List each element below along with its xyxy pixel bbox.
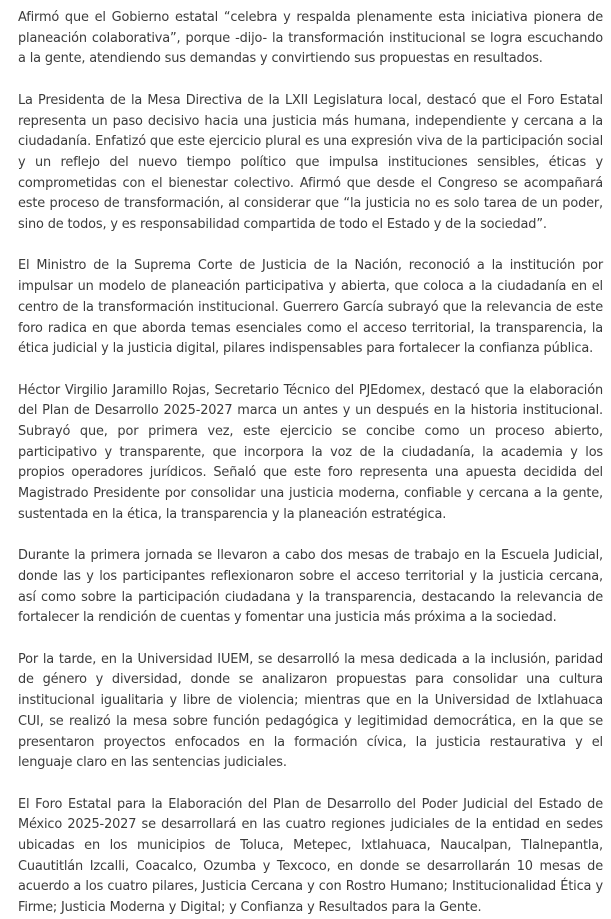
paragraph-legislature-president: La Presidenta de la Mesa Directiva de la LXII Legislatura local, destacó que el Foro Estatal representa un paso decisivo hacia una justicia más humana, independiente y cercana a la ciudadanía. Enfatizó que este ejercicio plural es una expresión viva de la participación social y un reflejo del nuevo tiempo político que impulsa instituciones sensibles, éticas y comprometidas con el bienestar colectivo. Afirmó que desde el Congreso se acompañará este proceso de transformación, al considerar que “la justicia no es solo tarea de un poder, sino de todos, y es responsabilidad compartida de todo el Estado y de la sociedad”. — [18, 92, 603, 233]
article-body — [18, 8, 603, 919]
paragraph-technical-secretary: Héctor Virgilio Jaramillo Rojas, Secretario Técnico del PJEdomex, destacó que la elaboración del Plan de Desarrollo 2025-2027 marca un antes y un después en la historia institucional. Subrayó que, por primera vez, este ejercicio se concibe como un proceso abierto, participativo y transparente, que incorpora la voz de la ciudadanía, la academia y los propios operadores jurídicos. Señaló que este foro representa una apuesta decidida del Magistrado Presidente por consolidar una justicia moderna, confiable y cercana a la gente, sustentada en la ética, la transparencia y la planeación estratégica. — [18, 382, 603, 522]
paragraph-forum-regions: El Foro Estatal para la Elaboración del Plan de Desarrollo del Poder Judicial del Estado de México 2025-2027 se desarrollará en las cuatro regiones judiciales de la entidad en sedes ubicadas en los municipios de Toluca, Metepec, Ixtlahuaca, Naucalpan, Tlalnepantla, Cuautitlán Izcalli, Coacalco, Ozumba y Texcoco, en donde se desarrollarán 10 mesas de acuerdo a los cuatro pilares, Justicia Cercana y con Rostro Humano; Institucionalidad Ética y Firme; Justicia Moderna y Digital; y Confianza y Resultados para la Gente. — [18, 796, 603, 916]
paragraph-government-support: Afirmó que el Gobierno estatal “celebra y respalda plenamente esta iniciativa pionera de planeación colaborativa”, porque -dijo- la transformación institucional se logra escuchando a la gente, atendiendo sus demandas y convirtiendo sus propuestas en resultados. — [18, 10, 603, 67]
paragraph-first-day-sessions: Durante la primera jornada se llevaron a cabo dos mesas de trabajo en la Escuela Judicial, donde las y los participantes reflexionaron sobre el acceso territorial y la justicia cercana, así como sobre la participación ciudadana y la transparencia, destacando la relevancia de fortalecer la rendición de cuentas y fomentar una justicia más próxima a la sociedad. — [18, 548, 603, 626]
paragraph-afternoon-sessions: Por la tarde, en la Universidad IUEM, se desarrolló la mesa dedicada a la inclusión, paridad de género y diversidad, donde se analizaron propuestas para consolidar una cultura institucional igualitaria y libre de violencia; mientras que en la Universidad de Ixtlahuaca CUI, se realizó la mesa sobre función pedagógica y legitimidad democrática, en la que se presentaron proyectos enfocados en la formación cívica, la justicia restaurativa y el lenguaje claro en las sentencias judiciales. — [18, 651, 603, 771]
paragraph-supreme-court-minister: El Ministro de la Suprema Corte de Justicia de la Nación, reconoció a la institución por impulsar un modelo de planeación participativa y abierta, que coloca a la ciudadanía en el centro de la transformación institucional. Guerrero García subrayó que la relevancia de este foro radica en que aborda temas esenciales como el acceso territorial, la transparencia, la ética judicial y la justicia digital, pilares indispensables para fortalecer la confianza pública. — [18, 258, 603, 357]
